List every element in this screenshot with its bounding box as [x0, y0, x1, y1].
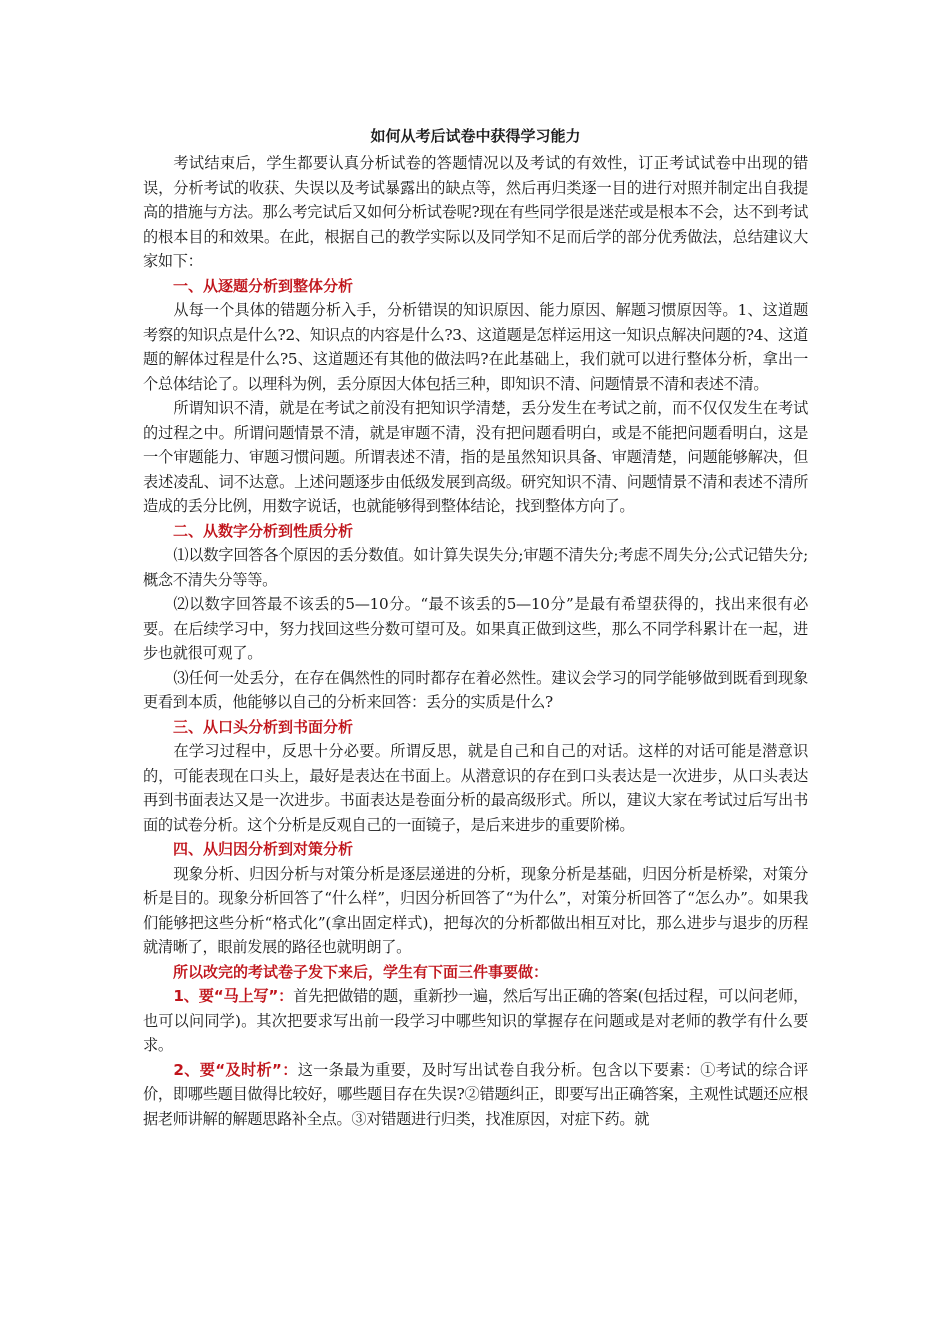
section-1-heading: 一、从逐题分析到整体分析 — [173, 276, 354, 295]
intro-paragraph: 考试结束后，学生都要认真分析试卷的答题情况以及考试的有效性，订正考试试卷中出现的错误，分析考试的收获、失误以及考试暴露出的缺点等，然后再归类逐一目的进行对照并制定出自我提高的措施与方法。那么考完试后又如何分析试卷呢?现在有些同学很是迷茫或是根本不会，达不到考试的根本目的和效果。在此，根据自己的教学实际以及同学知不足而后学的部分优秀做法，总结建议大家如下： — [143, 154, 808, 270]
document-body — [143, 125, 808, 1131]
section-1-paragraph-2: 所谓知识不清，就是在考试之前没有把知识学清楚，丢分发生在考试之前，而不仅仅发生在考试的过程之中。所谓问题情景不清，就是审题不清，没有把问题看明白，或是不能把问题看明白，这是一个审题能力、审题习惯问题。所谓表述不清，指的是虽然知识具备、审题清楚，问题能够解决，但表述凌乱、词不达意。上述问题逐步由低级发展到高级。研究知识不清、问题情景不清和表述不清所造成的丢分比例，用数字说话，也就能够得到整体结论，找到整体方向了。 — [143, 399, 808, 515]
item-1-paragraph — [143, 984, 808, 1058]
section-2-heading: 二、从数字分析到性质分析 — [173, 521, 354, 540]
summary-heading: 所以改完的考试卷子发下来后，学生有下面三件事要做： — [173, 962, 549, 981]
section-2-paragraph-3: ⑶任何一处丢分，在存在偶然性的同时都存在着必然性。建议会学习的同学能够做到既看到现象更看到本质，他能够以自己的分析来回答：丢分的实质是什么? — [143, 668, 808, 711]
section-3-paragraph-1: 在学习过程中，反思十分必要。所谓反思，就是自己和自己的对话。这样的对话可能是潜意识的，可能表现在口头上，最好是表达在书面上。从潜意识的存在到口头表达是一次进步，从口头表达再到书面表达又是一次进步。书面表达是卷面分析的最高级形式。所以，建议大家在考试过后写出书面的试卷分析。这个分析是反观自己的一面镜子，是后来进步的重要阶梯。 — [143, 742, 808, 834]
item-2-paragraph — [143, 1058, 808, 1132]
section-3-heading: 三、从口头分析到书面分析 — [173, 717, 354, 736]
section-2-paragraph-1: ⑴以数字回答各个原因的丢分数值。如计算失误失分;审题不清失分;考虑不周失分;公式记错失分;概念不清失分等等。 — [143, 546, 808, 589]
section-4-paragraph-1: 现象分析、归因分析与对策分析是逐层递进的分析，现象分析是基础，归因分析是桥梁，对策分析是目的。现象分析回答了“什么样”，归因分析回答了“为什么”，对策分析回答了“怎么办”。如果我们能够把这些分析“格式化”(拿出固定样式)，把每次的分析都做出相互对比，那么进步与退步的历程就清晰了，眼前发展的路径也就明朗了。 — [143, 864, 808, 956]
section-2-paragraph-2: ⑵以数字回答最不该丢的5—10分。“最不该丢的5—10分”是最有希望获得的，找出来很有必要。在后续学习中，努力找回这些分数可望可及。如果真正做到这些，那么不同学科累计在一起，进步也就很可观了。 — [143, 595, 808, 662]
item-1-text: 首先把做错的题，重新抄一遍，然后写出正确的答案(包括过程，可以问老师，也可以问同学)。其次把要求写出前一段学习中哪些知识的掌握存在问题或是对老师的教学有什么要求。 — [143, 987, 808, 1054]
section-1-paragraph-1: 从每一个具体的错题分析入手，分析错误的知识原因、能力原因、解题习惯原因等。1、这道题考察的知识点是什么?2、知识点的内容是什么?3、这道题是怎样运用这一知识点解决问题的?4、这道题的解体过程是什么?5、这道题还有其他的做法吗?在此基础上，我们就可以进行整体分析，拿出一个总体结论了。以理科为例，丢分原因大体包括三种，即知识不清、问题情景不清和表述不清。 — [143, 301, 808, 393]
item-1-label: 1、要“马上写”： — [173, 987, 294, 1005]
item-2-label: 2、要“及时析”： — [173, 1060, 298, 1079]
item-2-text: 这一条最为重要，及时写出试卷自我分析。包含以下要素：①考试的综合评价，即哪些题目做得比较好，哪些题目存在失误?②错题纠正，即要写出正确答案，主观性试题还应根据老师讲解的解题思路补全点。③对错题进行归类，找准原因，对症下药。就 — [143, 1060, 808, 1128]
document-title: 如何从考后试卷中获得学习能力 — [370, 127, 581, 145]
section-4-heading: 四、从归因分析到对策分析 — [173, 840, 354, 858]
